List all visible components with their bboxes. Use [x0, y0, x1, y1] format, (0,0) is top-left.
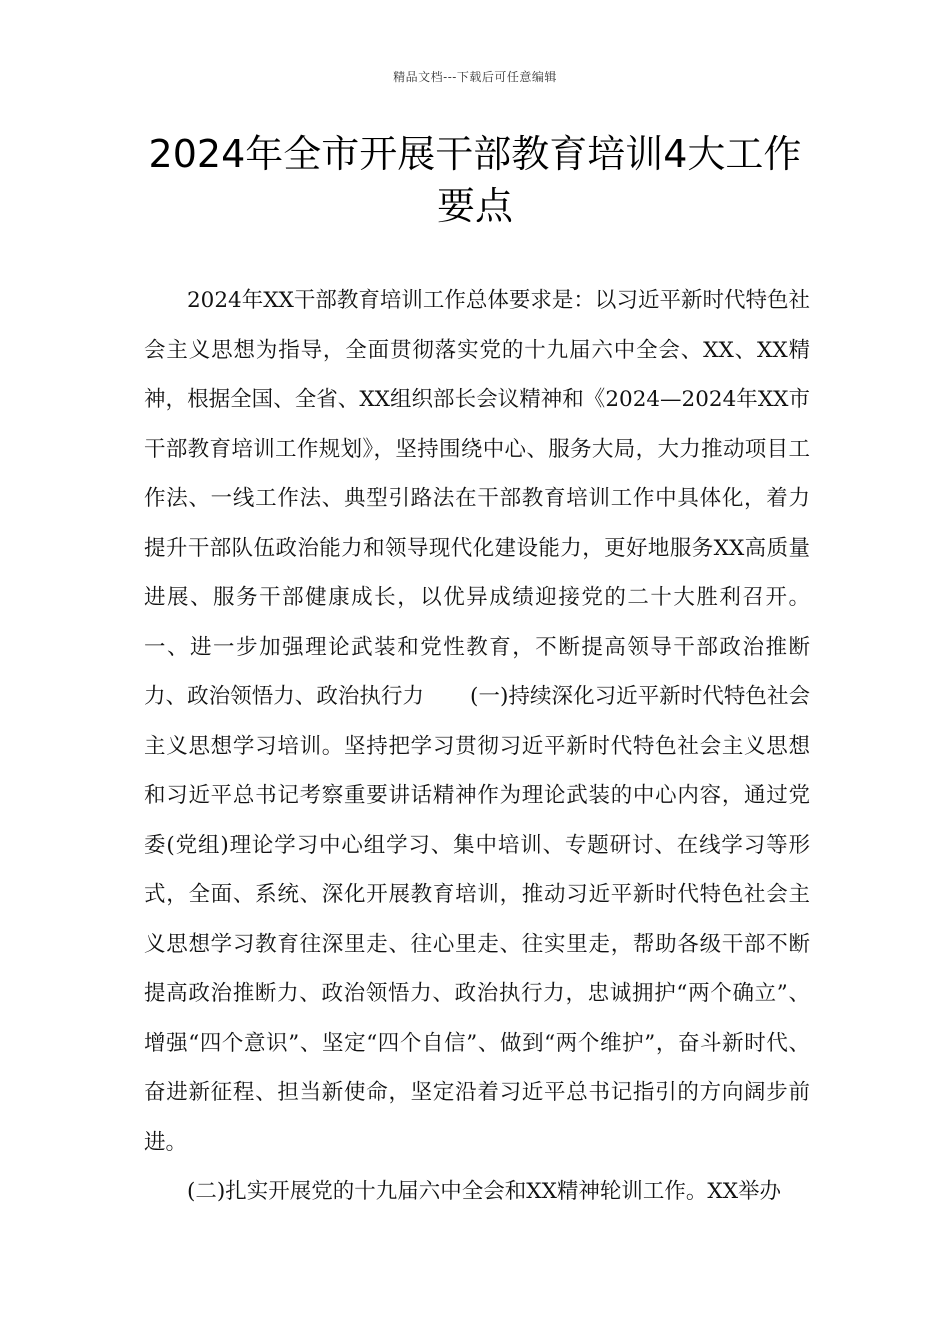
document-title: 2024年全市开展干部教育培训4大工作要点 [148, 132, 802, 228]
document-body [144, 276, 810, 1217]
body-paragraph-1 [144, 276, 810, 1167]
header-note: 精品文档---下载后可任意编辑 [393, 70, 557, 84]
paragraph-2-text: (二)扎实开展党的十九届六中全会和XX精神轮训工作。XX举办 [187, 1179, 782, 1204]
body-paragraph-2 [144, 1167, 810, 1217]
paragraph-1-text-b: (一)持续深化习近平新时代特色社会主义思想学习培训。坚持把学习贯彻习近平新时代特色社会主义思想和习近平总书记考察重要讲话精神作为理论武装的中心内容，通过党委(党组)理论学习中心组学习、集中培训、专题研讨、在线学习等形式，全面、系统、深化开展教育培训，推动习近平新时代特色社会主义思想学习教育往深里走、往心里走、往实里走，帮助各级干部不断提高政治推断力、政治领悟力、政治执行力，忠诚拥护“两个确立”、增强“四个意识”、坚定“四个自信”、做到“两个维护”，奋斗新时代、奋进新征程、担当新使命，坚定沿着习近平总书记指引的方向阔步前进。 [144, 684, 810, 1155]
paragraph-1-text-a: 2024年XX干部教育培训工作总体要求是：以习近平新时代特色社会主义思想为指导，全面贯彻落实党的十九届六中全会、XX、XX精神，根据全国、全省、XX组织部长会议精神和《2024—2024年XX市干部教育培训工作规划》，坚持围绕中心、服务大局，大力推动项目工作法、一线工作法、典型引路法在干部教育培训工作中具体化，着力提升干部队伍政治能力和领导现代化建设能力，更好地服务XX高质量进展、服务干部健康成长，以优异成绩迎接党的二十大胜利召开。一、进一步加强理论武装和党性教育，不断提高领导干部政治推断力、政治领悟力、政治执行力 [144, 288, 810, 709]
